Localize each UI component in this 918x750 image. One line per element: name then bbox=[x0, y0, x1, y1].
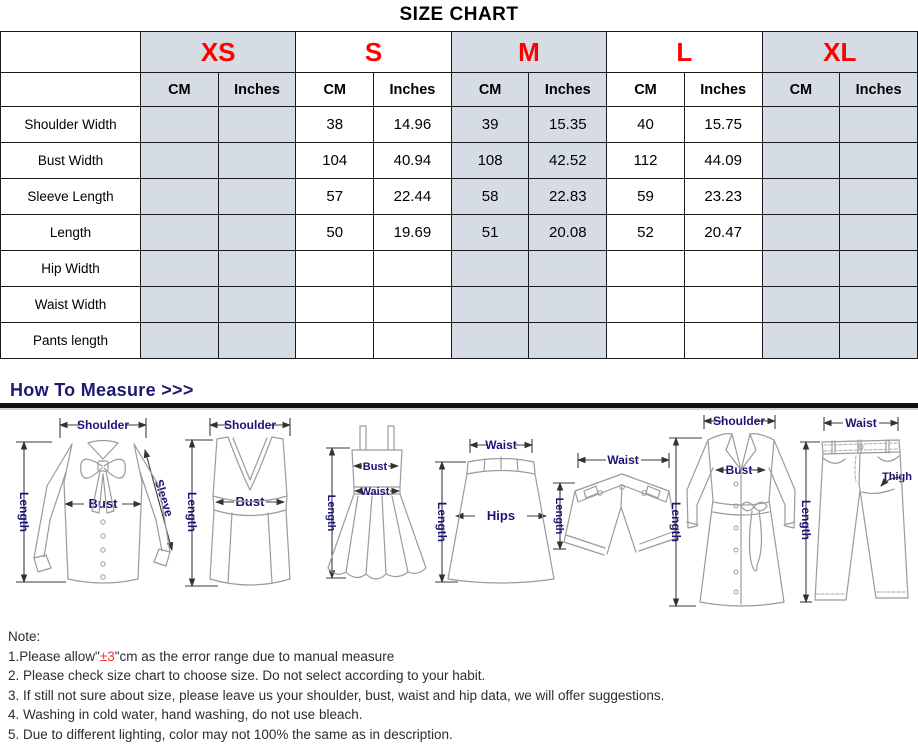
table-row bbox=[1, 215, 918, 251]
value-cell: 20.47 bbox=[684, 215, 762, 251]
table-row bbox=[1, 287, 918, 323]
measure-figures bbox=[0, 410, 918, 617]
value-cell: 104 bbox=[296, 143, 374, 179]
blouse-sleeve-label: Sleeve bbox=[151, 477, 177, 519]
note-item: 4. Washing in cold water, hand washing, do not use bleach. bbox=[8, 707, 363, 722]
tank-bust-label: Bust bbox=[235, 494, 265, 509]
value-cell bbox=[607, 323, 685, 359]
value-cell bbox=[218, 287, 296, 323]
divider-line bbox=[0, 403, 918, 410]
value-cell bbox=[218, 143, 296, 179]
row-label: Bust Width bbox=[1, 143, 141, 179]
value-cell bbox=[762, 107, 840, 143]
value-cell bbox=[840, 287, 918, 323]
note-item: 5. Due to different lighting, color may not 100% the same as in description. bbox=[8, 726, 453, 742]
value-cell: 50 bbox=[296, 215, 374, 251]
value-cell: 58 bbox=[451, 179, 529, 215]
skirt-waist-label: Waist bbox=[485, 438, 517, 452]
notes-heading: Note: bbox=[8, 629, 41, 644]
pants-thigh-label: Thigh bbox=[882, 471, 912, 483]
size-header-row bbox=[1, 32, 918, 73]
size-chart-table bbox=[0, 31, 918, 359]
tank-shoulder-label: Shoulder bbox=[223, 418, 277, 432]
value-cell bbox=[840, 251, 918, 287]
pants-figure bbox=[798, 410, 918, 612]
value-cell bbox=[529, 251, 607, 287]
value-cell: 39 bbox=[451, 107, 529, 143]
blouse-length-label: Length bbox=[17, 492, 31, 532]
table-row bbox=[1, 179, 918, 215]
value-cell: 23.23 bbox=[684, 179, 762, 215]
unit-header-inches: Inches bbox=[374, 73, 452, 107]
size-header-xs: XS bbox=[141, 32, 296, 73]
value-cell bbox=[451, 251, 529, 287]
table-row bbox=[1, 251, 918, 287]
value-cell: 40 bbox=[607, 107, 685, 143]
dress-bust-label: Bust bbox=[362, 461, 388, 473]
notes-list bbox=[8, 647, 918, 745]
row-label: Sleeve Length bbox=[1, 179, 141, 215]
value-cell bbox=[451, 287, 529, 323]
value-cell bbox=[218, 179, 296, 215]
notes-section bbox=[8, 627, 918, 744]
page-title: SIZE CHART bbox=[399, 4, 519, 25]
pants-length-label: Length bbox=[799, 500, 813, 540]
value-cell bbox=[840, 179, 918, 215]
size-header-s: S bbox=[296, 32, 451, 73]
value-cell: 42.52 bbox=[529, 143, 607, 179]
note-item: 1.Please allow"±3"cm as the error range due to manual measure bbox=[8, 648, 395, 664]
unit-header-inches: Inches bbox=[684, 73, 762, 107]
value-cell bbox=[296, 323, 374, 359]
value-cell bbox=[762, 251, 840, 287]
value-cell: 20.08 bbox=[529, 215, 607, 251]
unit-header-inches: Inches bbox=[529, 73, 607, 107]
value-cell bbox=[374, 323, 452, 359]
value-cell: 14.96 bbox=[374, 107, 452, 143]
value-cell: 59 bbox=[607, 179, 685, 215]
value-cell bbox=[141, 323, 219, 359]
shorts-length-label: Length bbox=[553, 497, 565, 535]
table-row bbox=[1, 107, 918, 143]
value-cell: 40.94 bbox=[374, 143, 452, 179]
value-cell bbox=[218, 107, 296, 143]
row-label: Shoulder Width bbox=[1, 107, 141, 143]
value-cell bbox=[141, 287, 219, 323]
skirt-figure bbox=[430, 432, 565, 592]
value-cell: 19.69 bbox=[374, 215, 452, 251]
value-cell: 15.75 bbox=[684, 107, 762, 143]
value-cell bbox=[451, 323, 529, 359]
value-cell bbox=[607, 251, 685, 287]
coat-figure bbox=[666, 410, 806, 612]
value-cell: 22.44 bbox=[374, 179, 452, 215]
value-cell bbox=[218, 215, 296, 251]
table-row bbox=[1, 323, 918, 359]
unit-header-inches: Inches bbox=[218, 73, 296, 107]
value-cell bbox=[840, 323, 918, 359]
value-cell: 44.09 bbox=[684, 143, 762, 179]
skirt-length-label: Length bbox=[435, 502, 449, 542]
skirt-hips-label: Hips bbox=[486, 508, 516, 523]
corner-cell bbox=[1, 32, 141, 73]
blouse-figure bbox=[8, 412, 178, 608]
value-cell bbox=[529, 323, 607, 359]
size-header-m: M bbox=[451, 32, 606, 73]
value-cell bbox=[374, 287, 452, 323]
value-cell bbox=[529, 287, 607, 323]
value-cell bbox=[684, 323, 762, 359]
value-cell bbox=[141, 215, 219, 251]
unit-header-cm: CM bbox=[296, 73, 374, 107]
shorts-waist-label: Waist bbox=[607, 453, 639, 467]
value-cell: 15.35 bbox=[529, 107, 607, 143]
value-cell bbox=[141, 179, 219, 215]
dress-length-label: Length bbox=[325, 494, 337, 532]
how-to-measure-heading: How To Measure >>> bbox=[10, 380, 194, 400]
value-cell bbox=[840, 143, 918, 179]
value-cell bbox=[762, 323, 840, 359]
value-cell: 51 bbox=[451, 215, 529, 251]
value-cell bbox=[840, 107, 918, 143]
row-label: Waist Width bbox=[1, 287, 141, 323]
unit-header-cm: CM bbox=[607, 73, 685, 107]
corner-cell bbox=[1, 73, 141, 107]
unit-header-cm: CM bbox=[762, 73, 840, 107]
table-row bbox=[1, 143, 918, 179]
value-cell: 52 bbox=[607, 215, 685, 251]
value-cell bbox=[762, 287, 840, 323]
value-cell bbox=[296, 287, 374, 323]
value-cell bbox=[840, 215, 918, 251]
coat-length-label: Length bbox=[669, 502, 683, 542]
tank-top-figure bbox=[180, 412, 320, 608]
value-cell bbox=[218, 323, 296, 359]
value-cell: 108 bbox=[451, 143, 529, 179]
value-cell bbox=[141, 251, 219, 287]
value-cell bbox=[684, 287, 762, 323]
row-label: Hip Width bbox=[1, 251, 141, 287]
dress-figure bbox=[320, 416, 432, 592]
unit-header-row bbox=[1, 73, 918, 107]
value-cell bbox=[607, 287, 685, 323]
value-cell bbox=[762, 143, 840, 179]
value-cell bbox=[218, 251, 296, 287]
blouse-bust-label: Bust bbox=[88, 496, 118, 511]
unit-header-cm: CM bbox=[141, 73, 219, 107]
value-cell: 38 bbox=[296, 107, 374, 143]
coat-bust-label: Bust bbox=[725, 463, 753, 477]
value-cell bbox=[684, 251, 762, 287]
size-header-l: L bbox=[607, 32, 762, 73]
value-cell bbox=[141, 143, 219, 179]
value-cell: 112 bbox=[607, 143, 685, 179]
size-header-xl: XL bbox=[762, 32, 918, 73]
value-cell: 22.83 bbox=[529, 179, 607, 215]
row-label: Length bbox=[1, 215, 141, 251]
tank-length-label: Length bbox=[185, 492, 199, 532]
value-cell bbox=[762, 215, 840, 251]
unit-header-inches: Inches bbox=[840, 73, 918, 107]
note-item: 3. If still not sure about size, please leave us your shoulder, bust, waist and hip data, we will offer suggestions. bbox=[8, 687, 665, 703]
blouse-shoulder-label: Shoulder bbox=[76, 418, 130, 432]
value-cell: 57 bbox=[296, 179, 374, 215]
note-item: 2. Please check size chart to choose size. Do not select according to your habit. bbox=[8, 668, 486, 683]
dress-waist-label: Waist bbox=[360, 486, 390, 498]
shorts-figure bbox=[550, 443, 678, 573]
value-cell bbox=[762, 179, 840, 215]
value-cell bbox=[141, 107, 219, 143]
pants-waist-label: Waist bbox=[845, 416, 877, 430]
unit-header-cm: CM bbox=[451, 73, 529, 107]
value-cell bbox=[374, 251, 452, 287]
row-label: Pants length bbox=[1, 323, 141, 359]
coat-shoulder-label: Shoulder bbox=[712, 414, 766, 428]
value-cell bbox=[296, 251, 374, 287]
